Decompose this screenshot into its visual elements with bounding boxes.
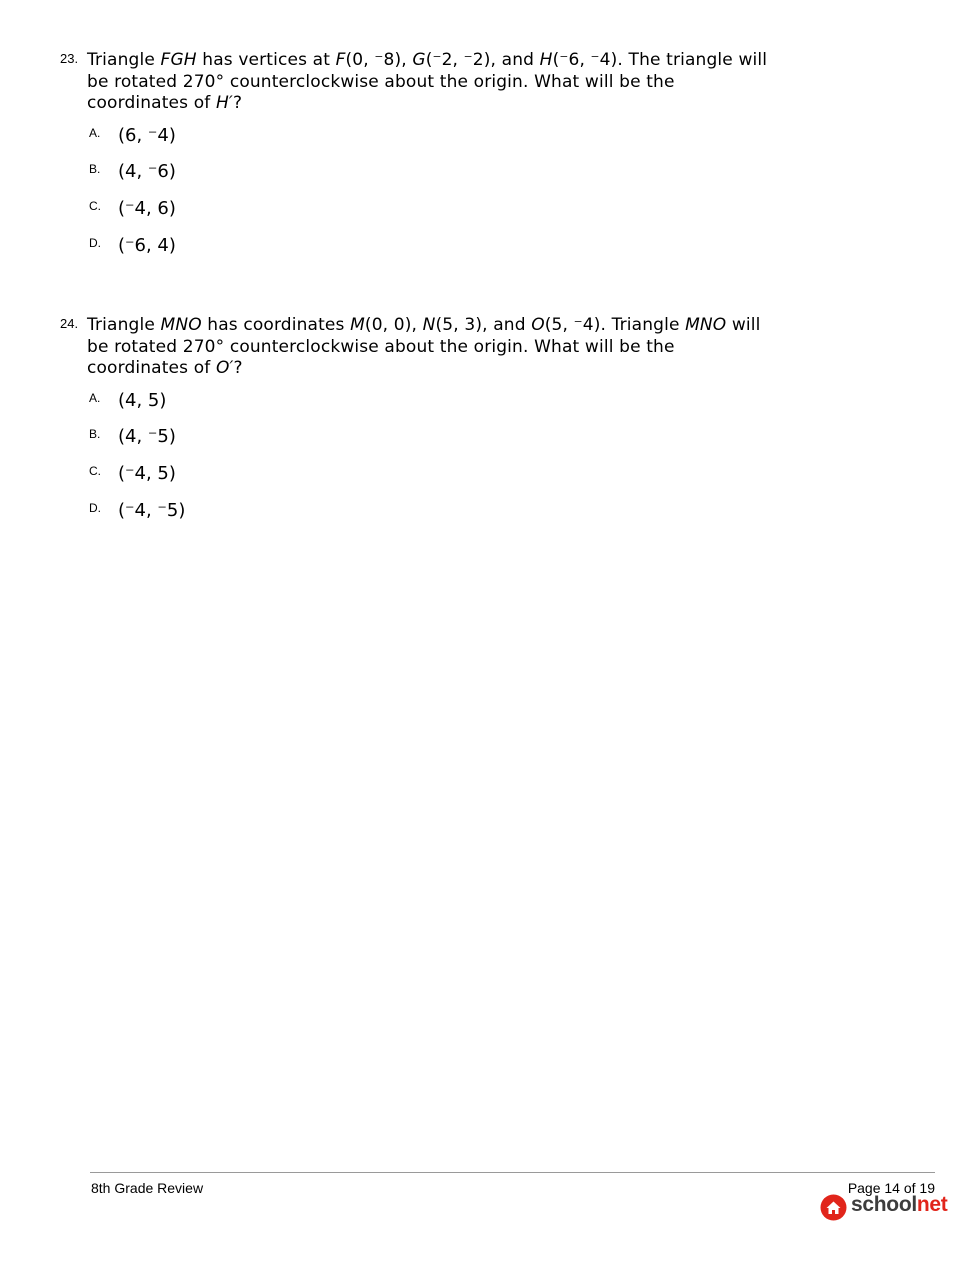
- text-run: (⁻6, ⁻4). The triangle will be rotated 270° counterclockwise about the origin. What will be the coordinates of: [87, 50, 768, 113]
- text-run: (5, 3), and: [435, 315, 532, 335]
- choice-letter: D.: [89, 235, 101, 250]
- question-text: [87, 315, 780, 380]
- italic-text-run: N: [422, 315, 436, 335]
- choice-text: (4, ⁻6): [118, 161, 176, 183]
- brand-name-part2: net: [916, 1193, 948, 1216]
- text-run: (0, 0),: [364, 315, 423, 335]
- choice-letter: D.: [89, 500, 101, 515]
- choice-letter: A.: [89, 125, 101, 140]
- text-run: will be rotated 270° counterclockwise about the origin. What will be the coordinates of: [87, 315, 761, 378]
- choice-text: (4, 5): [118, 389, 167, 411]
- answer-choice: [89, 426, 780, 463]
- italic-text-run: G: [412, 50, 426, 70]
- question-23: [60, 50, 780, 271]
- answer-choice: [89, 463, 780, 500]
- question-24: [60, 315, 780, 536]
- italic-text-run: O: [531, 315, 545, 335]
- answer-choice: [89, 390, 780, 427]
- question-number: 24.: [60, 316, 79, 331]
- text-run: ?: [232, 93, 243, 113]
- italic-text-run: M: [350, 315, 365, 335]
- text-run: Triangle: [87, 315, 161, 335]
- italic-text-run: MNO: [160, 315, 202, 335]
- choice-text: (⁻6, 4): [118, 234, 176, 256]
- italic-text-run: H: [539, 50, 553, 70]
- document-title: 8th Grade Review: [91, 1180, 204, 1196]
- text-run: (0, ⁻8),: [345, 50, 413, 70]
- choice-letter: B.: [89, 427, 101, 442]
- choice-letter: B.: [89, 162, 101, 177]
- page-number: Page 14 of 19: [847, 1180, 935, 1196]
- text-run: ?: [233, 358, 243, 378]
- choice-text: (⁻4, 6): [118, 197, 176, 219]
- choice-text: (6, ⁻4): [118, 124, 176, 146]
- text-run: has coordinates: [201, 315, 351, 335]
- choice-letter: C.: [89, 463, 101, 478]
- choice-text: (⁻4, 5): [118, 462, 176, 484]
- text-run: (5, ⁻4). Triangle: [544, 315, 686, 335]
- brand-name: [851, 1193, 948, 1217]
- text-run: Triangle: [87, 50, 161, 70]
- italic-text-run: F: [335, 50, 346, 70]
- home-icon: [820, 1194, 847, 1221]
- text-run: (⁻2, ⁻2), and: [425, 50, 540, 70]
- choice-letter: A.: [89, 390, 101, 405]
- answer-choices: [89, 390, 780, 537]
- answer-choices: [89, 125, 780, 272]
- question-text: [87, 50, 780, 115]
- answer-choice: [89, 161, 780, 198]
- question-number: 23.: [60, 51, 79, 66]
- choice-text: (⁻4, ⁻5): [118, 499, 186, 521]
- answer-choice: [89, 125, 780, 162]
- text-run: has vertices at: [196, 50, 336, 70]
- choice-letter: C.: [89, 198, 101, 213]
- brand-name-part1: school: [851, 1193, 917, 1216]
- italic-text-run: O′: [215, 358, 234, 378]
- footer-divider: [90, 1172, 935, 1173]
- answer-choice: [89, 500, 780, 537]
- italic-text-run: FGH: [160, 50, 197, 70]
- choice-text: (4, ⁻5): [118, 426, 176, 448]
- answer-choice: [89, 235, 780, 272]
- answer-choice: [89, 198, 780, 235]
- italic-text-run: H′: [215, 93, 233, 113]
- italic-text-run: MNO: [685, 315, 727, 335]
